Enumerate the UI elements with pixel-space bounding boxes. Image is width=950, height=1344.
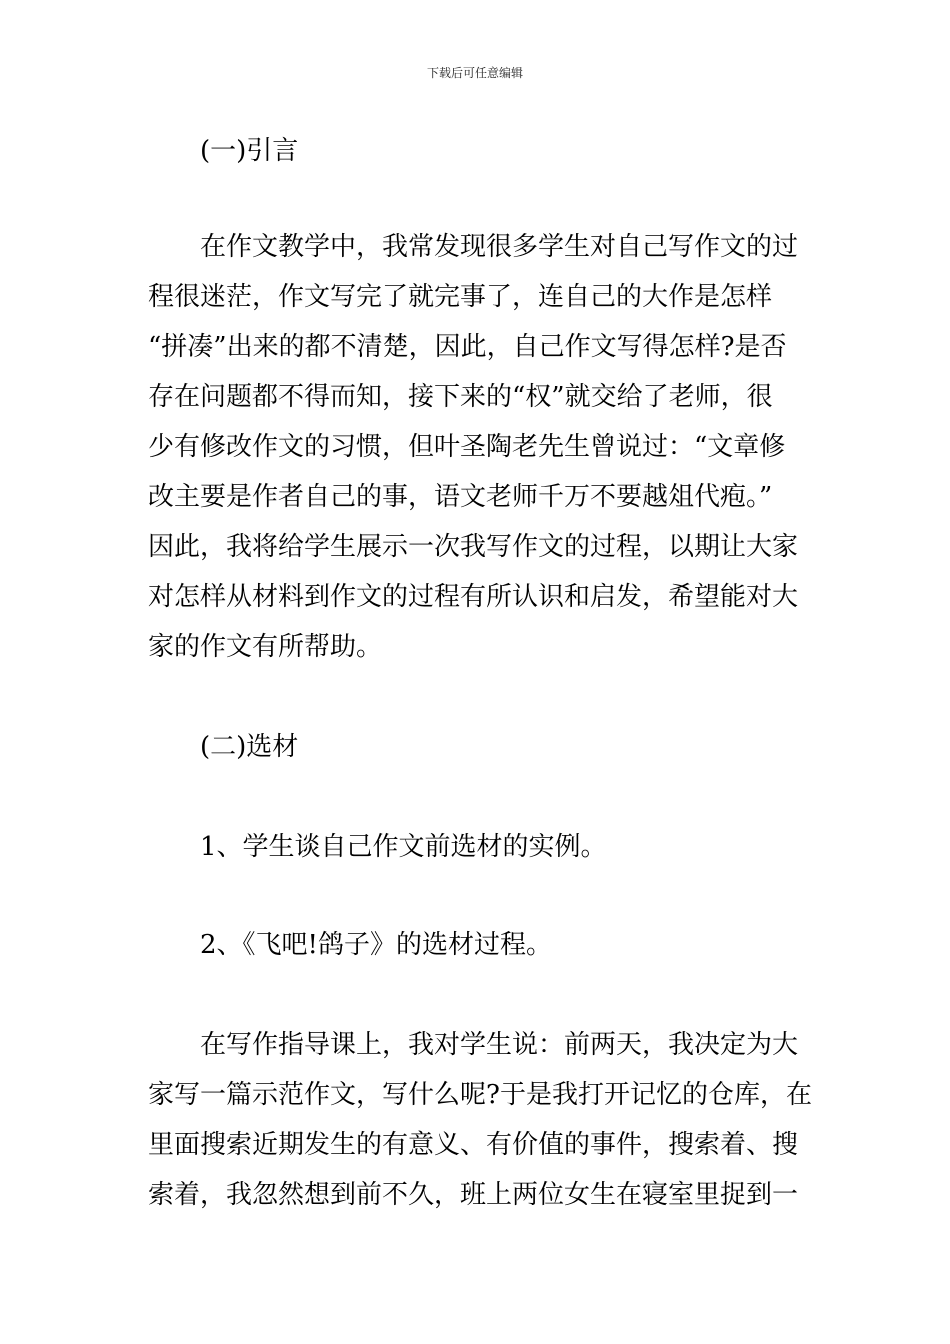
paragraph-line: 家写一篇示范作文，写什么呢?于是我打开记忆的仓库，在	[148, 1080, 812, 1110]
intro-paragraph	[148, 222, 818, 672]
section-heading-material: (二)选材	[200, 732, 299, 762]
paragraph-line: “拼凑”出来的都不清楚，因此，自己作文写得怎样?是否	[148, 332, 787, 362]
paragraph-line: 家的作文有所帮助。	[148, 632, 383, 662]
paragraph-line: 少有修改作文的习惯，但叶圣陶老先生曾说过：“文章修	[148, 432, 786, 462]
section-heading-intro: (一)引言	[200, 136, 299, 166]
paragraph-line: 在作文教学中，我常发现很多学生对自己写作文的过	[200, 232, 799, 262]
paragraph-line: 在写作指导课上，我对学生说：前两天，我决定为大	[200, 1030, 799, 1060]
page-header: 下载后可任意编辑	[426, 66, 523, 80]
paragraph-line: 改主要是作者自己的事，语文老师千万不要越俎代疱。”	[148, 482, 773, 512]
paragraph-line: 因此，我将给学生展示一次我写作文的过程，以期让大家	[148, 532, 799, 562]
guidance-paragraph	[148, 1020, 818, 1220]
paragraph-line: 对怎样从材料到作文的过程有所认识和启发，希望能对大	[148, 582, 799, 612]
list-item-2: 2、《飞吧!鸽子》的选材过程。	[200, 930, 552, 960]
paragraph-line: 索着，我忽然想到前不久，班上两位女生在寝室里捉到一	[148, 1180, 799, 1210]
paragraph-line: 存在问题都不得而知，接下来的“权”就交给了老师，很	[148, 382, 773, 412]
paragraph-line: 里面搜索近期发生的有意义、有价值的事件，搜索着、搜	[148, 1130, 799, 1160]
list-item-1: 1、学生谈自己作文前选材的实例。	[200, 832, 607, 862]
paragraph-line: 程很迷茫，作文写完了就完事了，连自己的大作是怎样	[148, 282, 773, 312]
